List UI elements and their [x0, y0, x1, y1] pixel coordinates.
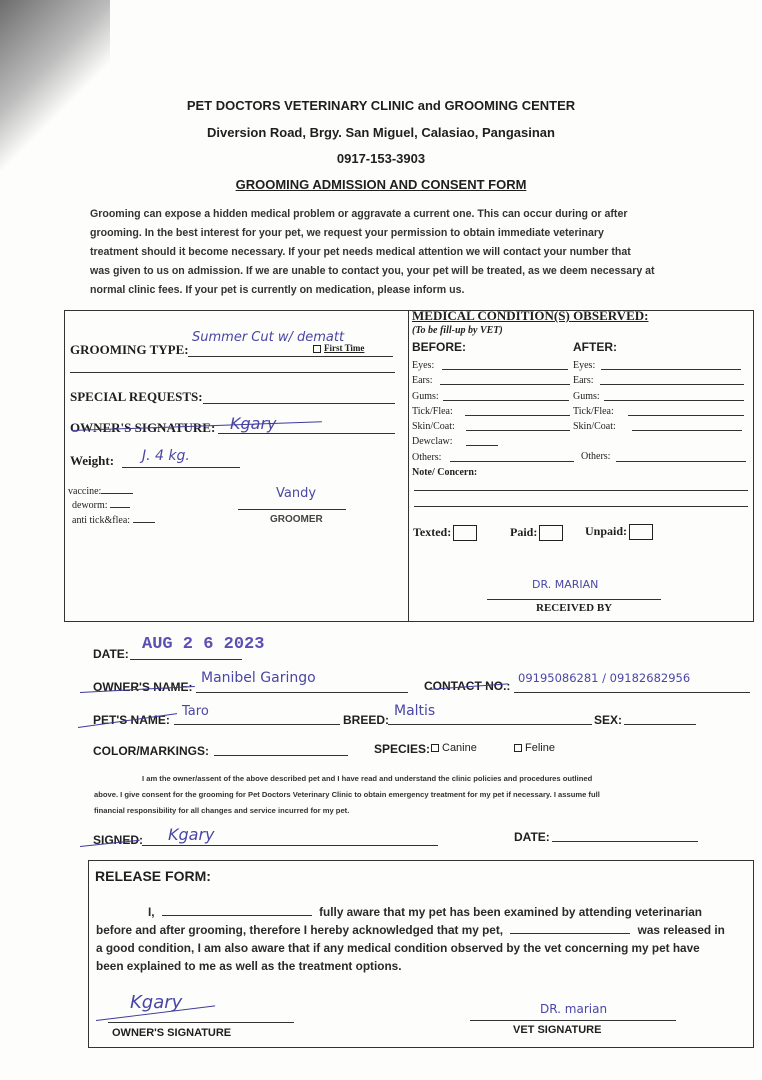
before-dewclaw-label: Dewclaw: — [412, 436, 453, 448]
release-paragraph: I, fully aware that my pet has been examined by attending veterinarian before and after grooming, therefore I hereby acknowledged that my pet, was released in a good condition, I am also aware that if any medical condition observed by the vet concerning my pet have been explained to me as well as the treatment options. — [96, 905, 725, 973]
before-ears-label: Ears: — [412, 375, 433, 387]
weight-value[interactable]: J. 4 kg. — [142, 448, 190, 464]
after-others-label: Others: — [581, 451, 611, 462]
texted-checkbox[interactable]: Texted: — [413, 525, 477, 541]
after-tick-label: Tick/Flea: — [573, 405, 614, 417]
deworm-label: deworm: — [72, 500, 130, 511]
grooming-type-value[interactable]: Summer Cut w/ dematt — [192, 330, 345, 345]
before-others-label: Others: — [412, 451, 442, 463]
clinic-phone: 0917-153-3903 — [336, 151, 426, 166]
intro-paragraph — [90, 205, 700, 300]
color-label: COLOR/MARKINGS: — [93, 744, 209, 758]
checkbox-icon — [514, 744, 522, 752]
grooming-type-label: GROOMING TYPE: — [70, 342, 189, 357]
release-owner-sig-value[interactable]: Kgary — [130, 992, 183, 1013]
intro-line: grooming. In the best interest for your pet, we request your permission to obtain immediate veterinary — [90, 227, 604, 239]
clinic-name: PET DOCTORS VETERINARY CLINIC and GROOMING CENTER — [186, 98, 576, 113]
after-label: AFTER: — [573, 340, 617, 354]
consent-line: above. I give consent for the grooming for Pet Doctors Veterinary Clinic to obtain emergency treatment for my pet if necessary. I assume full — [94, 790, 600, 799]
pet-name-label: PET'S NAME: — [93, 713, 170, 727]
breed-value[interactable]: Maltis — [394, 703, 436, 719]
consent-line: financial responsibility for all changes and service incurred for my pet. — [94, 806, 350, 815]
release-title: RELEASE FORM: — [95, 868, 211, 884]
groomer-value[interactable]: Vandy — [276, 486, 317, 501]
before-tick-label: Tick/Flea: — [412, 405, 453, 417]
species-label: SPECIES: — [374, 742, 431, 756]
after-gums-label: Gums: — [573, 390, 600, 402]
first-time-label: First Time — [324, 343, 365, 353]
owner-signature-label: OWNER'S SIGNATURE: — [70, 420, 216, 435]
form-title: GROOMING ADMISSION AND CONSENT FORM — [235, 177, 527, 192]
before-eyes-label: Eyes: — [412, 360, 435, 371]
anti-tick-label: anti tick&flea: — [72, 515, 155, 526]
contact-label: CONTACT NO.: — [424, 679, 511, 693]
checkbox-icon — [431, 744, 439, 752]
page-fold-shadow — [0, 0, 110, 170]
date-label: DATE: — [93, 647, 129, 661]
after-skin-label: Skin/Coat: — [573, 421, 616, 433]
intro-line: Grooming can expose a hidden medical problem or aggravate a current one. This can occur during or after — [90, 208, 628, 220]
medical-panel — [408, 310, 754, 622]
medical-subtitle: (To be fill-up by VET) — [412, 325, 503, 336]
clinic-address: Diversion Road, Brgy. San Miguel, Calasiao, Pangasinan — [207, 125, 555, 140]
note-label: Note/ Concern: — [412, 467, 478, 478]
checkbox-icon — [313, 345, 321, 353]
medical-title: MEDICAL CONDITION(S) OBSERVED: — [412, 308, 649, 323]
feline-checkbox[interactable]: Feline — [514, 742, 555, 754]
after-ears-label: Ears: — [573, 375, 594, 387]
before-skin-label: Skin/Coat: — [412, 421, 455, 433]
special-requests-label: SPECIAL REQUESTS: — [70, 389, 203, 404]
before-gums-label: Gums: — [412, 390, 439, 402]
groomer-label: GROOMER — [270, 514, 323, 525]
paid-checkbox[interactable]: Paid: — [510, 525, 563, 541]
canine-checkbox[interactable]: Canine — [431, 742, 477, 754]
release-owner-sig-label: OWNER'S SIGNATURE — [112, 1027, 232, 1039]
unpaid-checkbox[interactable]: Unpaid: — [585, 524, 653, 540]
before-label: BEFORE: — [412, 340, 466, 354]
contact-value[interactable]: 09195086281 / 09182682956 — [518, 671, 691, 685]
received-by-label: RECEIVED BY — [536, 602, 613, 614]
intro-line: normal clinic fees. If your pet is currently on medication, please inform us. — [90, 284, 465, 296]
owner-name-value[interactable]: Manibel Garingo — [201, 670, 316, 686]
after-eyes-label: Eyes: — [573, 360, 596, 371]
consent-line: I am the owner/assent of the above described pet and I have read and understand the clinic policies and procedures outlined — [142, 774, 593, 783]
intro-line: treatment should it become necessary. If your pet needs medical attention we will contact your number that — [90, 246, 631, 258]
owner-name-label: OWNER'S NAME: — [93, 680, 193, 694]
sex-label: SEX: — [594, 713, 623, 727]
intro-line: was given to us on admission. If we are unable to contact you, your pet will be treated, as we deem necessary at — [90, 265, 655, 277]
consent-paragraph — [94, 771, 704, 819]
vet-sig-value[interactable]: DR. marian — [540, 1002, 608, 1016]
breed-label: BREED: — [343, 713, 390, 727]
vaccine-label: vaccine: — [68, 486, 133, 497]
owner-signature-value[interactable]: Kgary — [230, 414, 277, 433]
vet-sig-label: VET SIGNATURE — [513, 1024, 602, 1036]
first-time-checkbox[interactable] — [313, 343, 364, 353]
signed-date-label: DATE: — [514, 830, 550, 844]
signed-label: SIGNED: — [93, 833, 144, 847]
weight-label: Weight: — [70, 453, 115, 468]
before-list — [412, 358, 455, 465]
received-by-value[interactable]: DR. MARIAN — [532, 578, 599, 591]
date-stamp: AUG 2 6 2023 — [142, 635, 265, 654]
pet-name-value[interactable]: Taro — [182, 704, 209, 719]
signed-value[interactable]: Kgary — [168, 825, 215, 844]
